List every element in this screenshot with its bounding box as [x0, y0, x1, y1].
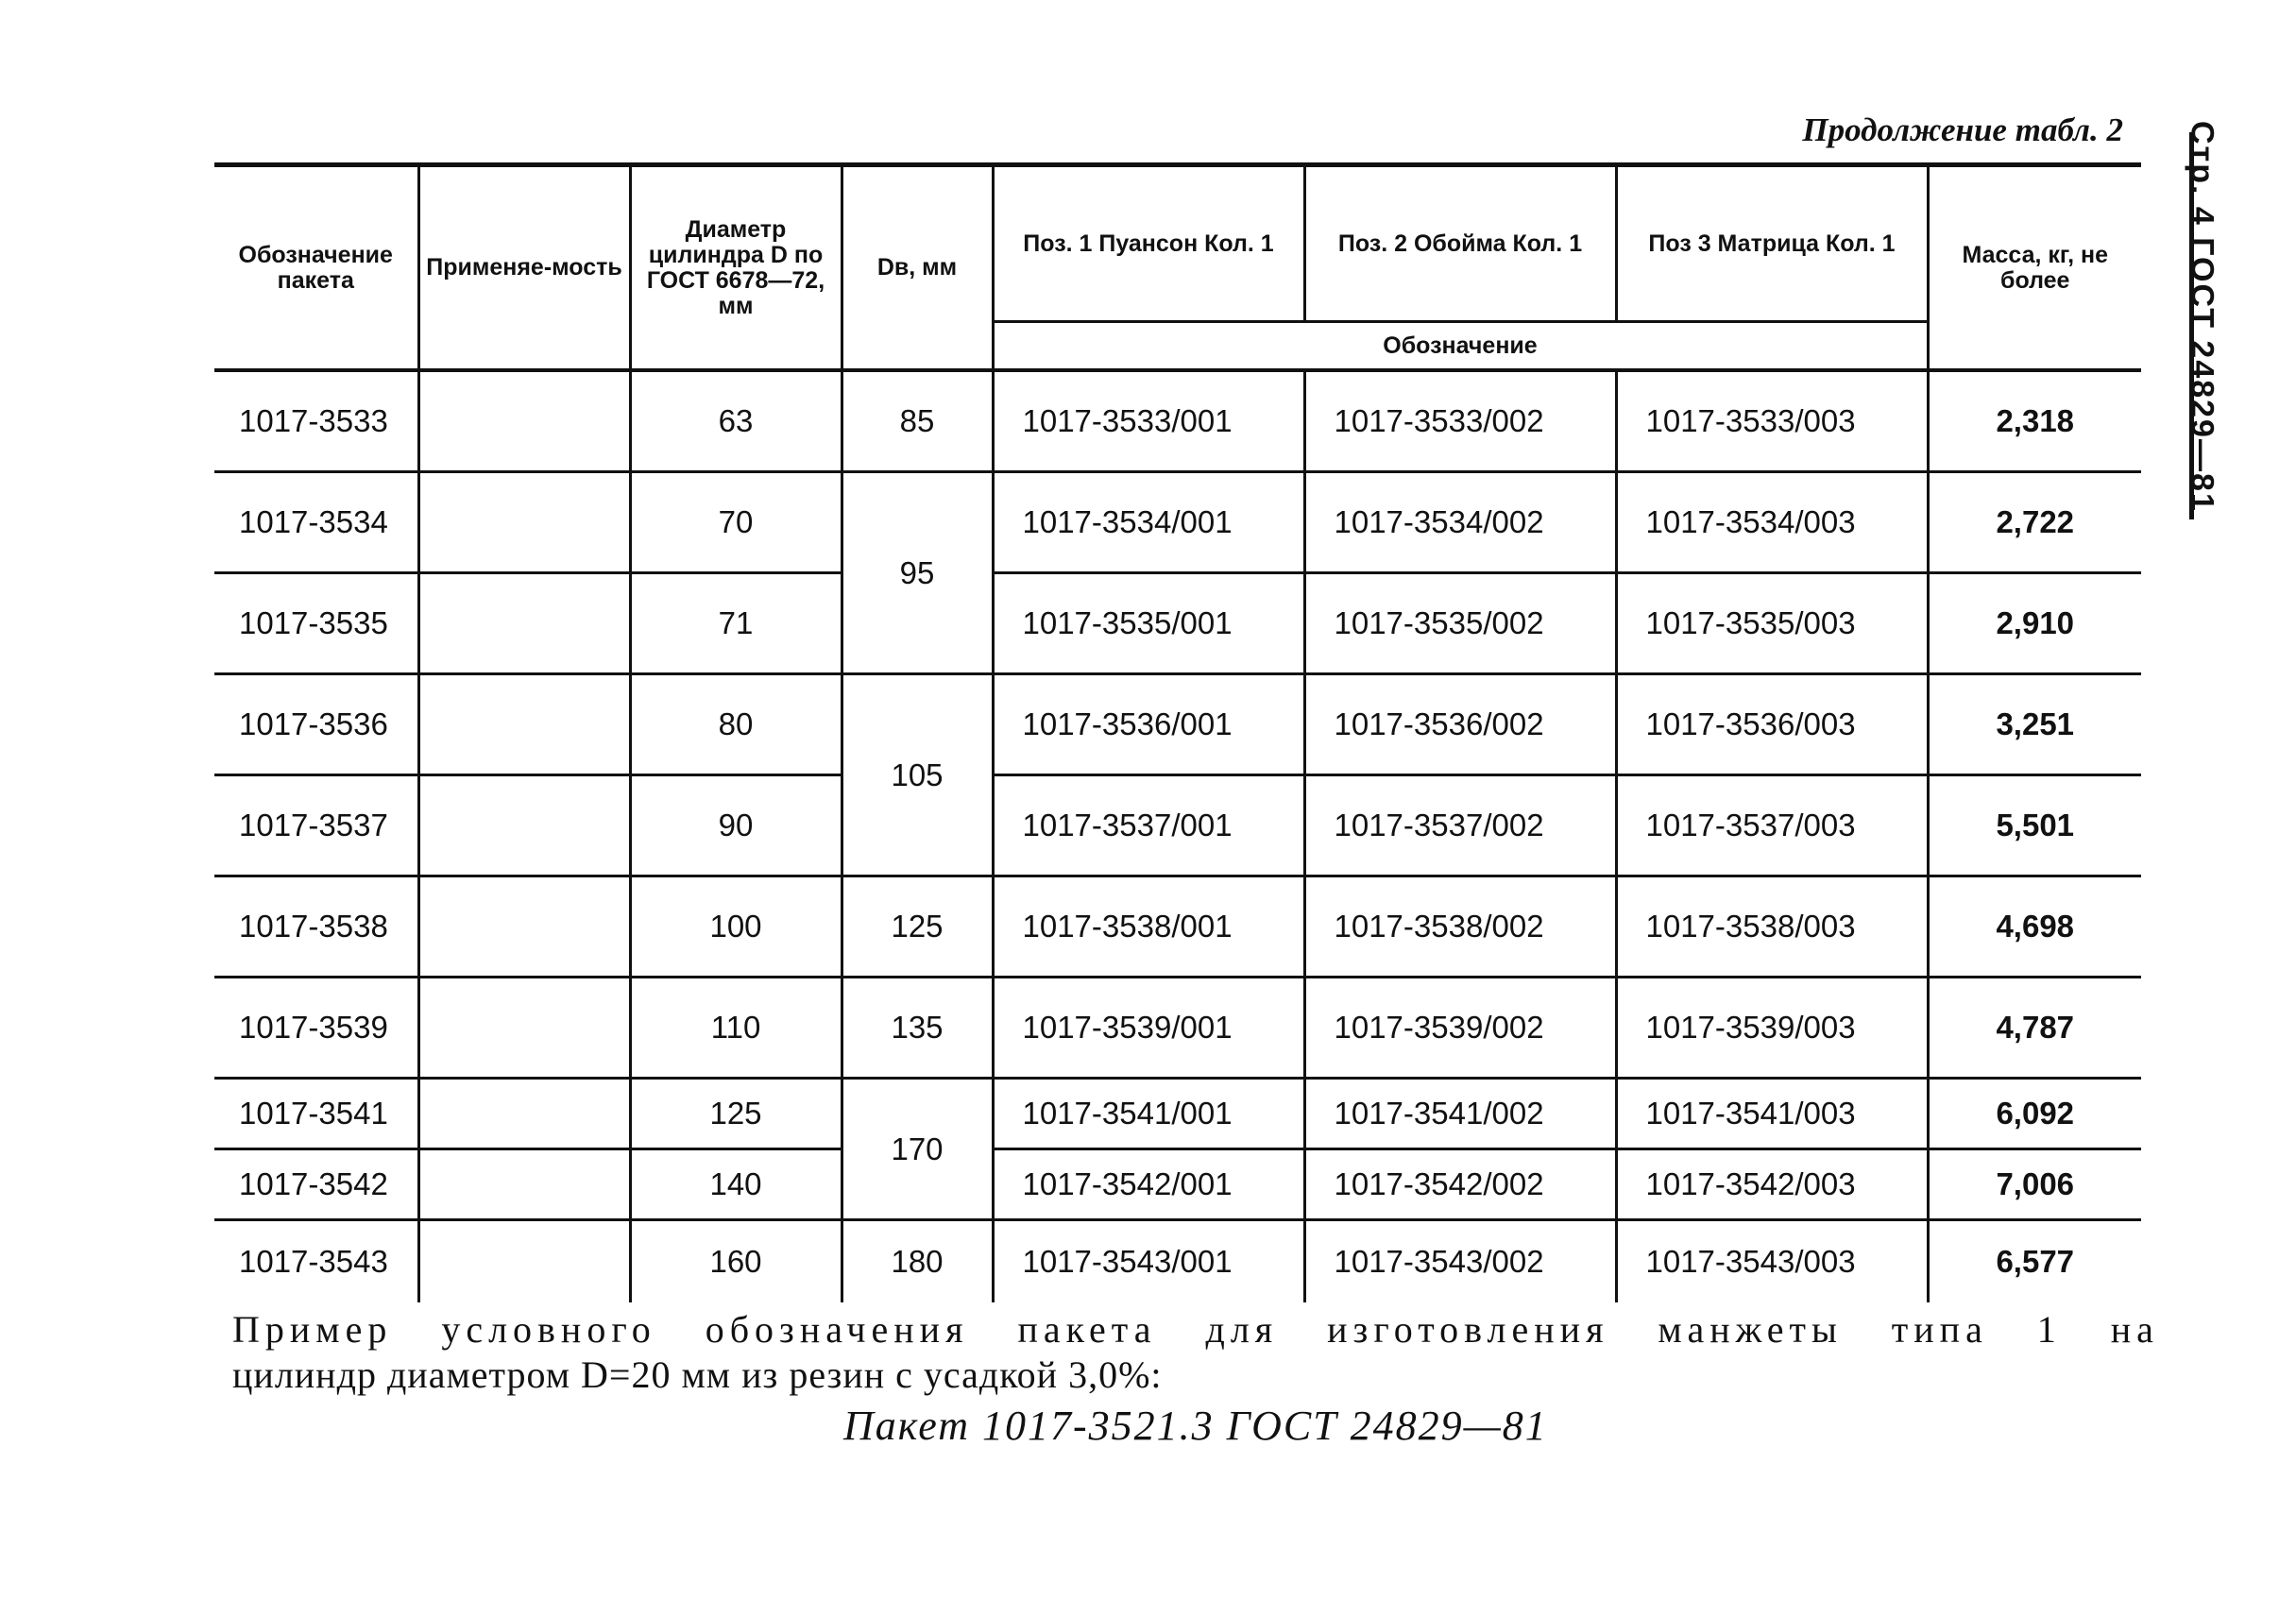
cell-code: 1017-3535 — [214, 573, 418, 674]
side-header-text: Стр. 4 ГОСТ 24829—81 — [2184, 121, 2220, 513]
example-word: изготовления — [1327, 1308, 1609, 1351]
cell-pos1: 1017-3542/001 — [993, 1149, 1304, 1220]
example-text-line-2: цилиндр диаметром D=20 мм из резин с усадкой 3,0%: — [232, 1353, 1163, 1396]
table-row — [214, 573, 2141, 674]
table-row — [214, 472, 2141, 573]
side-header — [2168, 121, 2235, 518]
cell-applicability — [418, 370, 630, 472]
cell-diameter: 80 — [630, 674, 842, 775]
cell-code: 1017-3537 — [214, 775, 418, 876]
cell-mass: 7,006 — [1928, 1149, 2141, 1220]
table-row — [214, 1079, 2141, 1149]
example-word: пакета — [1017, 1308, 1157, 1351]
cell-pos1: 1017-3533/001 — [993, 370, 1304, 472]
example-word: на — [2110, 1308, 2159, 1351]
cell-applicability — [418, 1220, 630, 1303]
cell-pos3: 1017-3535/003 — [1616, 573, 1928, 674]
cell-mass: 2,318 — [1928, 370, 2141, 472]
cell-pos2: 1017-3538/002 — [1304, 876, 1616, 978]
cell-pos2: 1017-3543/002 — [1304, 1220, 1616, 1303]
table-continuation-label: Продолжение табл. 2 — [1802, 111, 2123, 148]
cell-pos2: 1017-3535/002 — [1304, 573, 1616, 674]
cell-mass: 3,251 — [1928, 674, 2141, 775]
cell-pos1: 1017-3538/001 — [993, 876, 1304, 978]
cell-pos1: 1017-3543/001 — [993, 1220, 1304, 1303]
cell-diameter: 90 — [630, 775, 842, 876]
cell-pos3: 1017-3536/003 — [1616, 674, 1928, 775]
cell-pos3: 1017-3542/003 — [1616, 1149, 1928, 1220]
cell-pos2: 1017-3533/002 — [1304, 370, 1616, 472]
cell-pos3: 1017-3541/003 — [1616, 1079, 1928, 1149]
cell-db: 170 — [842, 1079, 993, 1220]
cell-diameter: 71 — [630, 573, 842, 674]
header-db: Dв, мм — [842, 165, 993, 371]
cell-diameter: 63 — [630, 370, 842, 472]
cell-pos2: 1017-3534/002 — [1304, 472, 1616, 573]
header-mass: Масса, кг, не более — [1928, 165, 2141, 371]
cell-mass: 4,698 — [1928, 876, 2141, 978]
cell-diameter: 70 — [630, 472, 842, 573]
cell-db: 125 — [842, 876, 993, 978]
table-row — [214, 876, 2141, 978]
cell-pos1: 1017-3535/001 — [993, 573, 1304, 674]
cell-applicability — [418, 978, 630, 1079]
header-pos3: Поз 3 Матрица Кол. 1 — [1616, 165, 1928, 322]
example-word: условного — [441, 1308, 656, 1351]
example-word: для — [1205, 1308, 1279, 1351]
cell-diameter: 110 — [630, 978, 842, 1079]
example-text-line-1 — [232, 1307, 2159, 1352]
header-applicability: Применяе-мость — [418, 165, 630, 371]
header-cylinder-diameter: Диаметр цилиндра D по ГОСТ 6678—72, мм — [630, 165, 842, 371]
cell-db: 95 — [842, 472, 993, 674]
example-word: обозначения — [705, 1308, 969, 1351]
cell-pos2: 1017-3541/002 — [1304, 1079, 1616, 1149]
cell-code: 1017-3533 — [214, 370, 418, 472]
cell-code: 1017-3542 — [214, 1149, 418, 1220]
cell-pos3: 1017-3543/003 — [1616, 1220, 1928, 1303]
example-designation: Пакет 1017-3521.3 ГОСТ 24829—81 — [843, 1403, 1548, 1449]
cell-diameter: 100 — [630, 876, 842, 978]
header-designation: Обозначение пакета — [214, 165, 418, 371]
table-body — [214, 370, 2141, 1302]
cell-diameter: 125 — [630, 1079, 842, 1149]
example-word: манжеты — [1658, 1308, 1843, 1351]
cell-applicability — [418, 876, 630, 978]
cell-code: 1017-3536 — [214, 674, 418, 775]
header-pos1: Поз. 1 Пуансон Кол. 1 — [993, 165, 1304, 322]
cell-mass: 4,787 — [1928, 978, 2141, 1079]
cell-mass: 5,501 — [1928, 775, 2141, 876]
cell-pos2: 1017-3539/002 — [1304, 978, 1616, 1079]
spec-table — [214, 162, 2141, 1302]
cell-db: 85 — [842, 370, 993, 472]
cell-applicability — [418, 775, 630, 876]
cell-db: 180 — [842, 1220, 993, 1303]
cell-mass: 2,722 — [1928, 472, 2141, 573]
cell-pos1: 1017-3541/001 — [993, 1079, 1304, 1149]
cell-pos1: 1017-3534/001 — [993, 472, 1304, 573]
cell-pos3: 1017-3537/003 — [1616, 775, 1928, 876]
example-word: 1 — [2036, 1308, 2062, 1351]
cell-diameter: 160 — [630, 1220, 842, 1303]
table-row — [214, 1149, 2141, 1220]
cell-pos3: 1017-3533/003 — [1616, 370, 1928, 472]
cell-pos2: 1017-3536/002 — [1304, 674, 1616, 775]
cell-mass: 6,092 — [1928, 1079, 2141, 1149]
cell-db: 135 — [842, 978, 993, 1079]
cell-pos2: 1017-3537/002 — [1304, 775, 1616, 876]
table-row — [214, 1220, 2141, 1303]
cell-pos2: 1017-3542/002 — [1304, 1149, 1616, 1220]
cell-pos1: 1017-3536/001 — [993, 674, 1304, 775]
table-row — [214, 370, 2141, 472]
cell-applicability — [418, 573, 630, 674]
example-word: типа — [1891, 1308, 1988, 1351]
table-row — [214, 775, 2141, 876]
cell-pos3: 1017-3538/003 — [1616, 876, 1928, 978]
cell-applicability — [418, 674, 630, 775]
cell-pos1: 1017-3539/001 — [993, 978, 1304, 1079]
cell-diameter: 140 — [630, 1149, 842, 1220]
cell-pos3: 1017-3534/003 — [1616, 472, 1928, 573]
cell-pos3: 1017-3539/003 — [1616, 978, 1928, 1079]
cell-mass: 2,910 — [1928, 573, 2141, 674]
table-row — [214, 978, 2141, 1079]
cell-applicability — [418, 1149, 630, 1220]
cell-code: 1017-3534 — [214, 472, 418, 573]
cell-applicability — [418, 472, 630, 573]
header-designation-sub: Обозначение — [993, 322, 1928, 371]
cell-code: 1017-3538 — [214, 876, 418, 978]
cell-code: 1017-3539 — [214, 978, 418, 1079]
table-header — [214, 165, 2141, 371]
example-word: Пример — [232, 1308, 393, 1351]
cell-pos1: 1017-3537/001 — [993, 775, 1304, 876]
table-row — [214, 674, 2141, 775]
cell-code: 1017-3541 — [214, 1079, 418, 1149]
cell-db: 105 — [842, 674, 993, 876]
cell-code: 1017-3543 — [214, 1220, 418, 1303]
header-pos2: Поз. 2 Обойма Кол. 1 — [1304, 165, 1616, 322]
cell-mass: 6,577 — [1928, 1220, 2141, 1303]
cell-applicability — [418, 1079, 630, 1149]
